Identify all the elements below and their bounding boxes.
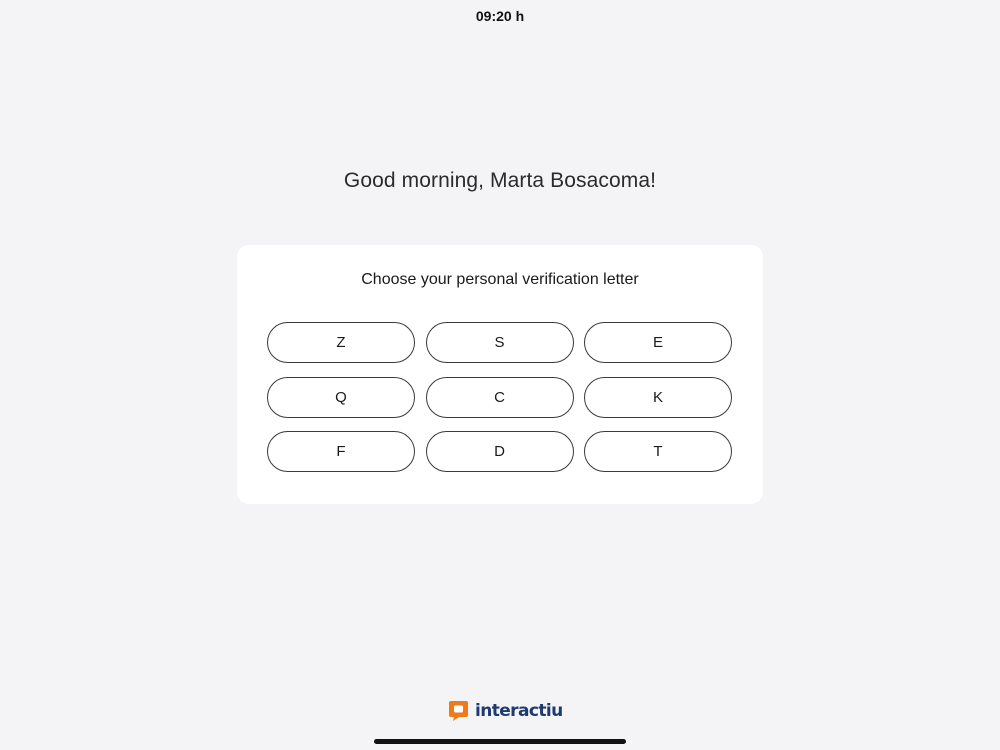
letter-button-5[interactable]: C xyxy=(426,377,574,418)
letter-button-3[interactable]: E xyxy=(584,322,732,363)
home-indicator[interactable] xyxy=(374,739,626,744)
letter-button-6[interactable]: K xyxy=(584,377,732,418)
verification-card xyxy=(237,245,763,504)
letter-grid xyxy=(267,322,732,472)
letter-button-8[interactable]: D xyxy=(426,431,574,472)
letter-button-7[interactable]: F xyxy=(267,431,415,472)
logo-text: interactiu xyxy=(475,700,563,721)
letter-button-9[interactable]: T xyxy=(584,431,732,472)
letter-button-4[interactable]: Q xyxy=(267,377,415,418)
greeting-heading: Good morning, Marta Bosacoma! xyxy=(343,169,657,192)
brand-logo xyxy=(448,700,563,721)
letter-button-2[interactable]: S xyxy=(426,322,574,363)
status-bar-time: 09:20 h xyxy=(475,8,525,24)
interactiu-logo-icon xyxy=(448,700,469,721)
verification-title: Choose your personal verification letter xyxy=(361,271,639,288)
letter-button-1[interactable]: Z xyxy=(267,322,415,363)
